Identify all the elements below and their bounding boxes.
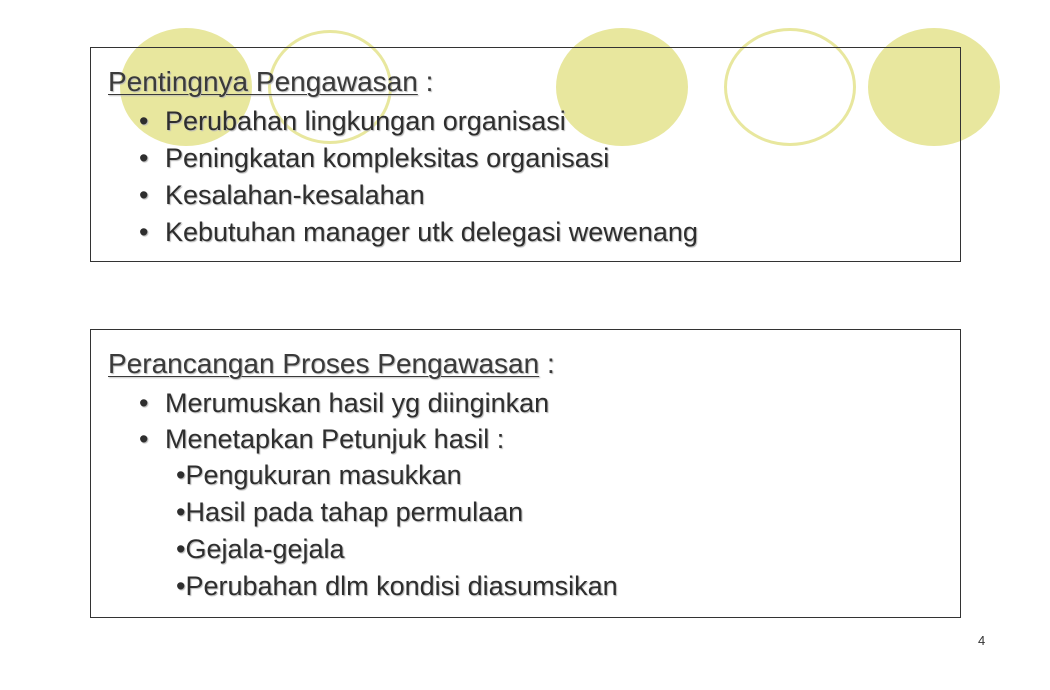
bullet-icon: • <box>139 388 149 418</box>
bullet-icon: • <box>139 106 149 136</box>
sub-list-item: •Pengukuran masukkan <box>176 460 462 490</box>
list-item-text: Perubahan lingkungan organisasi <box>165 106 566 136</box>
section-heading-colon: : <box>417 66 434 97</box>
section-box-pentingnya-pengawasan <box>90 47 961 262</box>
page-number: 4 <box>978 633 986 648</box>
bullet-icon: • <box>139 217 149 247</box>
section-heading-text: Perancangan Proses Pengawasan <box>108 348 540 379</box>
list-item <box>139 177 698 214</box>
section-heading-colon: : <box>539 348 555 379</box>
section-heading-text: Pentingnya Pengawasan <box>108 66 418 97</box>
list-item-text: Kesalahan-kesalahan <box>165 180 425 210</box>
list-item-text: Peningkatan kompleksitas organisasi <box>165 143 610 173</box>
bullet-icon: • <box>139 424 149 454</box>
section-box-perancangan-proses <box>90 329 961 618</box>
list-item <box>139 421 549 457</box>
section-heading <box>108 66 433 98</box>
sub-list-item: •Perubahan dlm kondisi diasumsikan <box>176 571 618 601</box>
section-heading <box>108 348 555 380</box>
list-item <box>139 140 698 177</box>
bullet-icon: • <box>139 180 149 210</box>
list-item-text: Menetapkan Petunjuk hasil : <box>165 424 505 454</box>
bullet-list <box>139 103 698 251</box>
list-item <box>139 214 698 251</box>
list-item-text: Kebutuhan manager utk delegasi wewenang <box>165 217 698 247</box>
list-item-text: Merumuskan hasil yg diinginkan <box>165 388 550 418</box>
bullet-icon: • <box>139 143 149 173</box>
sub-list-item: •Hasil pada tahap permulaan <box>176 497 524 527</box>
sub-bullet-list <box>176 457 618 605</box>
list-item <box>139 385 549 421</box>
bullet-list <box>139 385 549 457</box>
sub-list-item: •Gejala-gejala <box>176 534 345 564</box>
list-item <box>139 103 698 140</box>
